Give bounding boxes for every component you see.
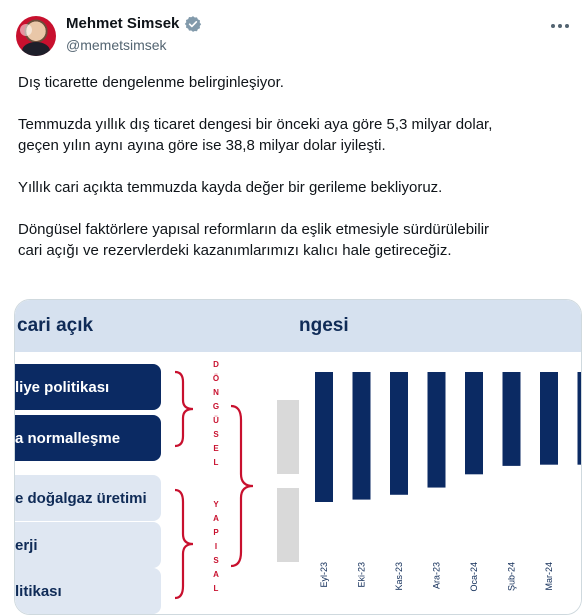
chart-bar bbox=[428, 372, 446, 488]
slide-left-title: cari açık bbox=[17, 315, 94, 336]
chart-tick-label: Mar-24 bbox=[544, 562, 554, 591]
structural-vertical-label bbox=[211, 498, 221, 596]
vertical-label-letter: S bbox=[213, 430, 219, 439]
factor-item bbox=[15, 415, 161, 461]
tweet-line: Dış ticarette dengelenme belirginleşiyor. bbox=[18, 74, 284, 91]
author-name[interactable]: Mehmet Simsek bbox=[66, 15, 180, 32]
slide-left-title-bar bbox=[15, 300, 299, 352]
tweet-line: Döngüsel faktörlere yapısal reformların da eşlik etmesiyle sürdürülebilir bbox=[18, 221, 490, 238]
structural-brace-icon bbox=[171, 488, 197, 600]
factor-item-label: a normalleşme bbox=[15, 429, 121, 447]
connector-box bbox=[277, 488, 299, 562]
avatar-person bbox=[22, 42, 50, 56]
chart-tick-label: Kas-23 bbox=[394, 562, 404, 591]
chart-bar bbox=[353, 372, 371, 500]
slide-right-title: ngesi bbox=[299, 315, 349, 336]
avatar[interactable] bbox=[16, 16, 56, 56]
chart-bar bbox=[578, 372, 583, 465]
vertical-label-letter: Ü bbox=[213, 416, 219, 425]
chart-tick-label: Şub-24 bbox=[506, 562, 517, 592]
cyclical-vertical-label bbox=[211, 358, 221, 470]
tweet-paragraph bbox=[18, 114, 578, 156]
more-options-icon[interactable] bbox=[548, 16, 572, 36]
vertical-label-letter: N bbox=[213, 388, 219, 397]
chart-tick-label bbox=[582, 562, 583, 588]
trade-balance-chart bbox=[299, 300, 582, 615]
slide-left-panel bbox=[15, 300, 299, 615]
vertical-label-letter: Y bbox=[213, 500, 219, 509]
vertical-label-letter: E bbox=[213, 444, 219, 453]
tweet-media-image[interactable] bbox=[14, 299, 582, 615]
connector-box bbox=[277, 400, 299, 474]
vertical-label-letter: Ö bbox=[212, 374, 220, 383]
tweet-paragraph bbox=[18, 177, 578, 198]
factor-item-label: liye politikası bbox=[15, 378, 110, 396]
avatar-background-flag bbox=[20, 24, 32, 36]
chart-bar bbox=[503, 372, 521, 466]
factor-item bbox=[15, 475, 161, 521]
combined-brace-icon bbox=[227, 404, 257, 568]
tweet-line: Yıllık cari açıkta temmuzda kayda değer bir gerileme bekliyoruz. bbox=[18, 179, 443, 196]
chart-bar bbox=[465, 372, 483, 474]
tweet-paragraph bbox=[18, 219, 578, 261]
tweet-paragraph bbox=[18, 72, 578, 93]
tweet-line: cari açığı ve rezervlerdeki kazanımlarımızı kalıcı hale getireceğiz. bbox=[18, 242, 452, 259]
factor-item-label: e doğalgaz üretimi bbox=[15, 489, 147, 507]
factor-item bbox=[15, 364, 161, 410]
tweet-header bbox=[14, 12, 574, 60]
vertical-label-letter: G bbox=[212, 402, 220, 411]
tweet-text bbox=[18, 72, 578, 282]
vertical-label-letter: P bbox=[213, 528, 219, 537]
vertical-label-letter: L bbox=[213, 458, 219, 467]
vertical-label-letter: D bbox=[213, 360, 219, 369]
factor-item bbox=[15, 522, 161, 568]
chart-tick-label: Oca-24 bbox=[469, 562, 479, 592]
factor-item-label: erji bbox=[15, 536, 38, 554]
chart-tick-label: Eki-23 bbox=[356, 562, 367, 588]
chart-tick-label: Ara-23 bbox=[431, 562, 442, 590]
chart-bar bbox=[540, 372, 558, 465]
chart-tick-label: Eyl-23 bbox=[319, 562, 329, 588]
chart-bar bbox=[315, 372, 333, 502]
vertical-label-letter: S bbox=[213, 556, 219, 565]
cyclical-brace-icon bbox=[171, 370, 197, 448]
vertical-label-letter: I bbox=[214, 542, 218, 551]
verified-badge-icon bbox=[184, 15, 202, 33]
author-handle[interactable]: @memetsimsek bbox=[66, 37, 167, 53]
factor-item-label: litikası bbox=[15, 582, 62, 600]
vertical-label-letter: A bbox=[213, 570, 219, 579]
vertical-label-letter: A bbox=[213, 514, 219, 523]
tweet-line: Temmuzda yıllık dış ticaret dengesi bir önceki aya göre 5,3 milyar dolar, bbox=[18, 116, 493, 133]
tweet-line: geçen yılın aynı ayına göre ise 38,8 milyar dolar iyileşti. bbox=[18, 137, 386, 154]
vertical-label-letter: L bbox=[213, 584, 219, 593]
factor-item bbox=[15, 568, 161, 614]
slide-right-panel bbox=[299, 300, 582, 615]
chart-bar bbox=[390, 372, 408, 495]
